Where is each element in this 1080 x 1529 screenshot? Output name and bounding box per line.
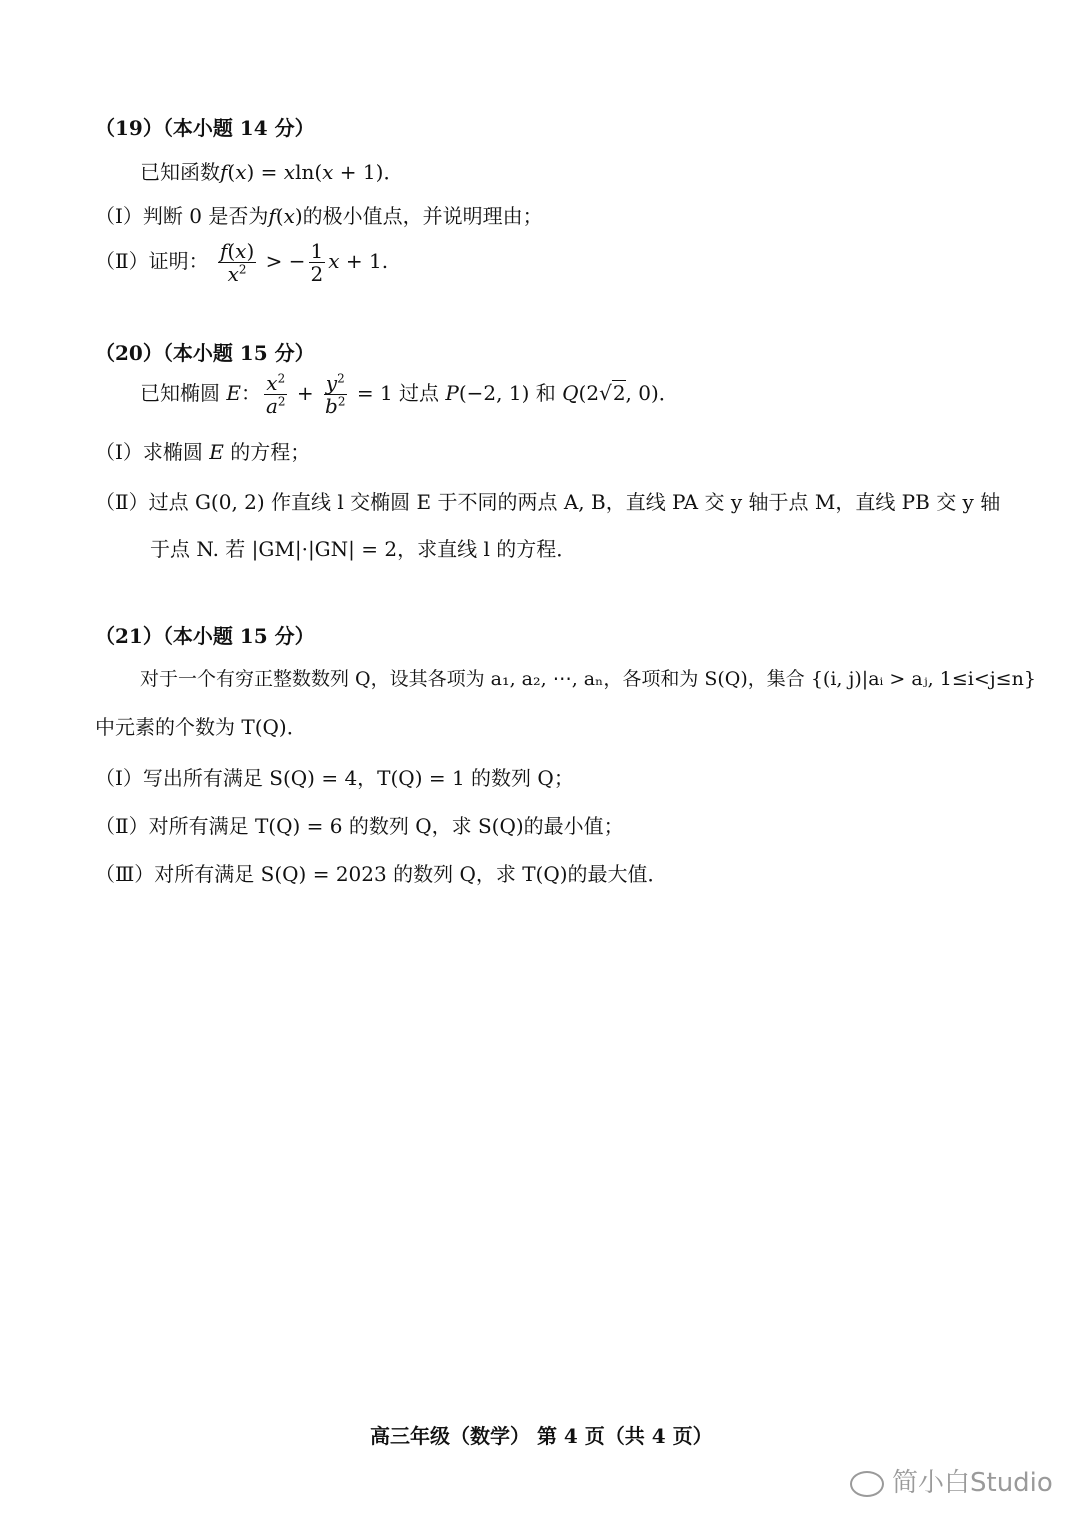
q20-part1-label: （Ⅰ） xyxy=(95,440,143,464)
q20-intro-and: 和 xyxy=(535,381,556,405)
q21-part1 xyxy=(95,762,574,791)
q19-part2-text: 证明： xyxy=(148,249,209,273)
q19-part1-label: （Ⅰ） xyxy=(95,204,143,228)
q19-part1: （Ⅰ）判断 0 是否为f(x)的极小值点，并说明理由； xyxy=(95,204,543,228)
q19-intro: 已知函数f(x) = xln(x + 1)． xyxy=(140,160,404,184)
fraction-y2-over-b2: $\frac{y^2}{b^2}$ xyxy=(325,371,346,418)
q20-intro-text: 已知椭圆 xyxy=(140,381,220,405)
page-footer: 高三年级（数学） 第 4 页（共 4 页） xyxy=(370,1424,713,1448)
watermark xyxy=(850,1462,1053,1499)
q19-header: （19）（本小题 14 分） xyxy=(95,116,315,140)
q21-part2-text: 对所有满足 T(Q) = 6 的数列 Q，求 S(Q)的最小值； xyxy=(148,814,624,838)
q21-part1-text: 写出所有满足 S(Q) = 4，T(Q) = 1 的数列 Q； xyxy=(142,766,574,790)
watermark-text: 简小白Studio xyxy=(892,1468,1053,1498)
q19-function: f xyxy=(220,160,228,184)
q21-part3-text: 对所有满足 S(Q) = 2023 的数列 Q，求 T(Q)的最大值． xyxy=(154,862,668,886)
q21-part2 xyxy=(95,810,624,839)
q19-part2: （Ⅱ）证明： $\frac{f(x)}{x^2}$ > − $\frac{1}{2}$ x + 1. xyxy=(95,239,389,286)
q20-part1: （Ⅰ）求椭圆 E 的方程； xyxy=(95,440,311,464)
fraction-one-half: $\frac{1}{2}$ xyxy=(310,239,324,286)
q20-part1-text: 求椭圆 xyxy=(142,440,203,464)
fraction-x2-over-a2: $\frac{x^2}{a^2}$ xyxy=(265,371,286,418)
q20-header: （20）（本小题 15 分） xyxy=(95,341,315,365)
q21-header: （21）（本小题 15 分） xyxy=(95,624,315,648)
wechat-icon xyxy=(850,1471,884,1497)
q19-part1-text: 判断 0 是否为 xyxy=(142,204,269,228)
q20-part2 xyxy=(95,486,1000,515)
q20-part2-label: （Ⅱ） xyxy=(95,490,149,514)
q20-intro: 已知椭圆 E： $\frac{x^2}{a^2}$ + $\frac{y^2}{b^2}$ = 1 过点 P(−2, 1) 和 Q(2√2, 0)． xyxy=(140,371,679,418)
q21-intro-line1: 对于一个有穷正整数数列 Q，设其各项为 a₁, a₂, ⋯, aₙ，各项和为 S(Q)，集合 {(i, j)|aᵢ > aⱼ, 1≤i<j≤n} xyxy=(140,668,1036,690)
sqrt-two: √2 xyxy=(599,381,626,405)
q19-part2-label: （Ⅱ） xyxy=(95,249,149,273)
q21-part3-label: （Ⅲ） xyxy=(95,862,155,886)
q21-part1-label: （Ⅰ） xyxy=(95,766,143,790)
q21-part3 xyxy=(95,858,668,887)
q19-part1-post: 的极小值点，并说明理由； xyxy=(302,204,543,228)
q19-intro-text: 已知函数 xyxy=(140,160,220,184)
q20-part2-line1: 过点 G(0, 2) 作直线 l 交椭圆 E 于不同的两点 A, B，直线 PA 交 y 轴于点 M，直线 PB 交 y 轴 xyxy=(148,490,1001,514)
q20-intro-mid: 过点 xyxy=(399,381,440,405)
fraction-fx-over-x2: $\frac{f(x)}{x^2}$ xyxy=(219,239,255,286)
q21-part2-label: （Ⅱ） xyxy=(95,814,149,838)
q21-intro-line2: 中元素的个数为 T(Q)． xyxy=(95,715,307,739)
q20-part1-post: 的方程； xyxy=(230,440,311,464)
q20-part2-line2: 于点 N. 若 |GM|·|GN| = 2，求直线 l 的方程． xyxy=(150,537,577,561)
